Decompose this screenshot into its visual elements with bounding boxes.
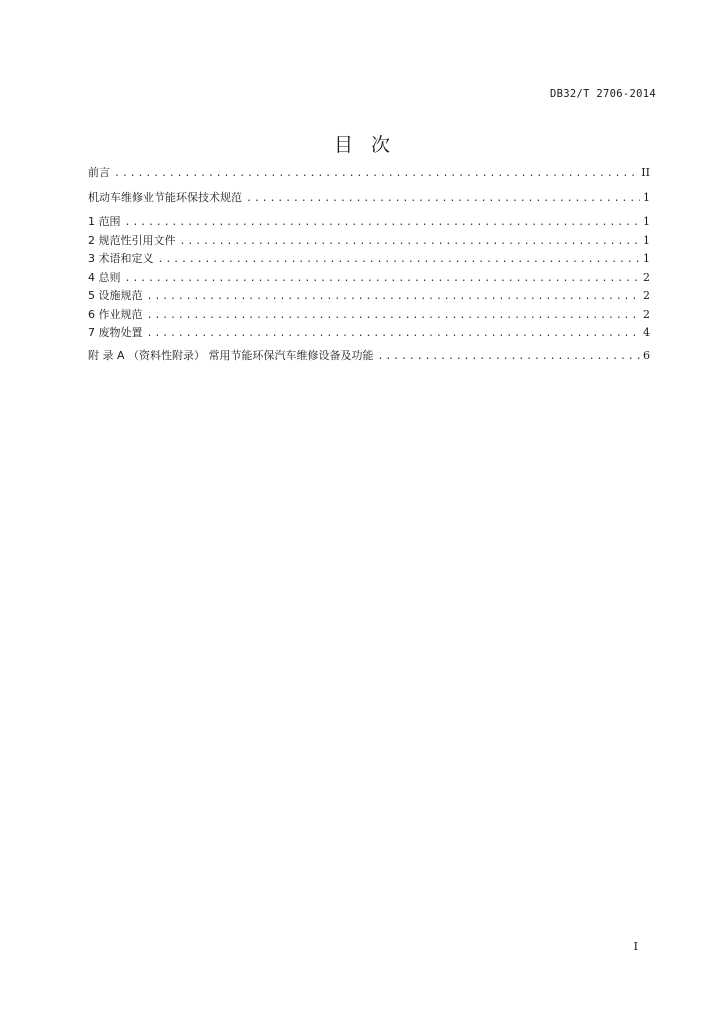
toc-entry-page: 1: [643, 233, 650, 247]
toc-leader-dots: [242, 190, 640, 209]
page-number: I: [633, 940, 638, 953]
toc-entry-terms-definitions[interactable]: [88, 250, 650, 269]
toc-entry-appendix-a[interactable]: [88, 347, 650, 366]
toc-leader-dots: [143, 325, 641, 344]
toc-entry-normative-references[interactable]: [88, 232, 650, 251]
toc-entry-page: II: [641, 166, 650, 179]
toc-entry-label: 附 录 A （资料性附录） 常用节能环保汽车维修设备及功能: [88, 348, 374, 362]
toc-entry-label: 7 废物处置: [88, 326, 143, 339]
page-title: 目次: [333, 134, 408, 156]
toc-entry-page: 1: [643, 252, 650, 265]
table-of-contents: [88, 164, 650, 365]
toc-entry-label: 2 规范性引用文件: [88, 233, 176, 247]
toc-entry-page: 6: [643, 348, 650, 362]
toc-entry-page: 2: [643, 289, 650, 302]
toc-leader-dots: [143, 288, 641, 307]
toc-entry-facility-standards[interactable]: [88, 287, 650, 306]
toc-leader-dots: [121, 214, 641, 233]
toc-entry-scope[interactable]: [88, 213, 650, 232]
toc-leader-dots: [374, 348, 640, 367]
toc-entry-page: 1: [643, 190, 650, 204]
toc-leader-dots: [143, 307, 641, 326]
toc-entry-label: 4 总则: [88, 270, 121, 284]
toc-entry-page: 2: [643, 307, 650, 321]
toc-entry-page: 1: [643, 215, 650, 228]
toc-entry-foreword[interactable]: [88, 164, 650, 183]
toc-leader-dots: [110, 165, 640, 184]
toc-entry-waste-disposal[interactable]: [88, 324, 650, 343]
toc-entry-label: 前言: [88, 166, 110, 179]
toc-entry-label: 6 作业规范: [88, 307, 143, 321]
toc-entry-page: 2: [643, 270, 650, 284]
toc-entry-general[interactable]: [88, 269, 650, 288]
document-code: DB32/T 2706-2014: [550, 88, 656, 100]
toc-entry-operation-standards[interactable]: [88, 306, 650, 325]
toc-entry-label: 5 设施规范: [88, 289, 143, 302]
toc-leader-dots: [121, 270, 641, 289]
toc-leader-dots: [176, 233, 641, 252]
toc-leader-dots: [154, 251, 641, 270]
toc-entry-label: 1 范围: [88, 215, 121, 228]
toc-entry-page: 4: [643, 326, 650, 339]
toc-entry-label: 机动车维修业节能环保技术规范: [88, 190, 242, 204]
toc-entry-standard-title[interactable]: [88, 189, 650, 208]
toc-entry-label: 3 术语和定义: [88, 252, 154, 265]
